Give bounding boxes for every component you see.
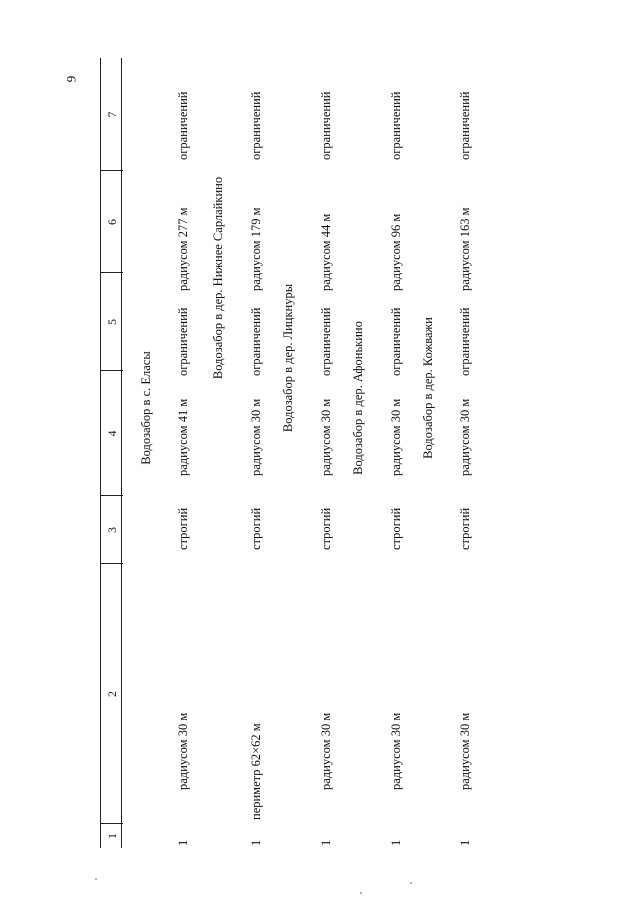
table-cell: радиусом 30 м [389,712,403,790]
header-col-1: 1 [105,833,119,839]
table-cell: 1 [389,839,403,846]
table-cell: ограничений [319,307,333,376]
table-cell: ограничений [389,307,403,376]
table-cell: ограничений [319,91,333,160]
table-cell: ограничений [389,91,403,160]
table-cell: радиусом 30 м [458,398,472,476]
scan-speck [410,882,412,884]
table-cell: радиусом 163 м [458,207,472,291]
zones-table [100,58,600,848]
table-cell: радиусом 30 м [319,712,333,790]
page-number: 9 [63,75,79,83]
header-col-6: 6 [105,219,119,225]
table-cell: 1 [458,839,472,846]
table-cell: радиусом 44 м [319,213,333,291]
table-cell: радиусом 277 м [176,207,190,291]
table-cell: радиусом 30 м [319,398,333,476]
table-cell: 1 [249,839,263,846]
section-title: Водозабор в дер. Нижнее Сарлайкино [211,176,225,380]
table-cell: ограничений [458,91,472,160]
section-title: Водозабор в дер. Кожважи [421,317,435,459]
table-cell: радиусом 96 м [389,213,403,291]
table-cell: 1 [176,839,190,846]
header-col-3: 3 [105,527,119,533]
header-col-2: 2 [105,691,119,697]
scan-speck [360,892,362,894]
section-title: Водозабор в дер. Лицкнуры [281,283,295,433]
table-cell: радиусом 41 м [176,398,190,476]
table-cell: строгий [458,507,472,550]
table-cell: периметр 62×62 м [249,723,263,820]
table-cell: ограничений [458,307,472,376]
table-cell: ограничений [176,91,190,160]
header-col-5: 5 [105,319,119,325]
table-cell: строгий [176,507,190,550]
table-cell: строгий [389,507,403,550]
table-cell: радиусом 30 м [249,398,263,476]
table-cell: ограничений [249,91,263,160]
table-header-row [100,58,122,848]
table-cell: 1 [319,839,333,846]
section-title: Водозабор в с. Еласы [139,351,153,465]
table-cell: ограничений [249,307,263,376]
section-title: Водозабор в дер. Афонькино [351,321,365,475]
table-cell: строгий [319,507,333,550]
table-cell: радиусом 179 м [249,207,263,291]
table-cell: радиусом 30 м [176,712,190,790]
table-cell: строгий [249,507,263,550]
header-col-7: 7 [105,111,119,118]
header-col-4: 4 [105,430,119,437]
table-cell: радиусом 30 м [458,712,472,790]
table-cell: радиусом 30 м [389,398,403,476]
table-cell: ограничений [176,307,190,376]
scan-speck [95,878,97,880]
